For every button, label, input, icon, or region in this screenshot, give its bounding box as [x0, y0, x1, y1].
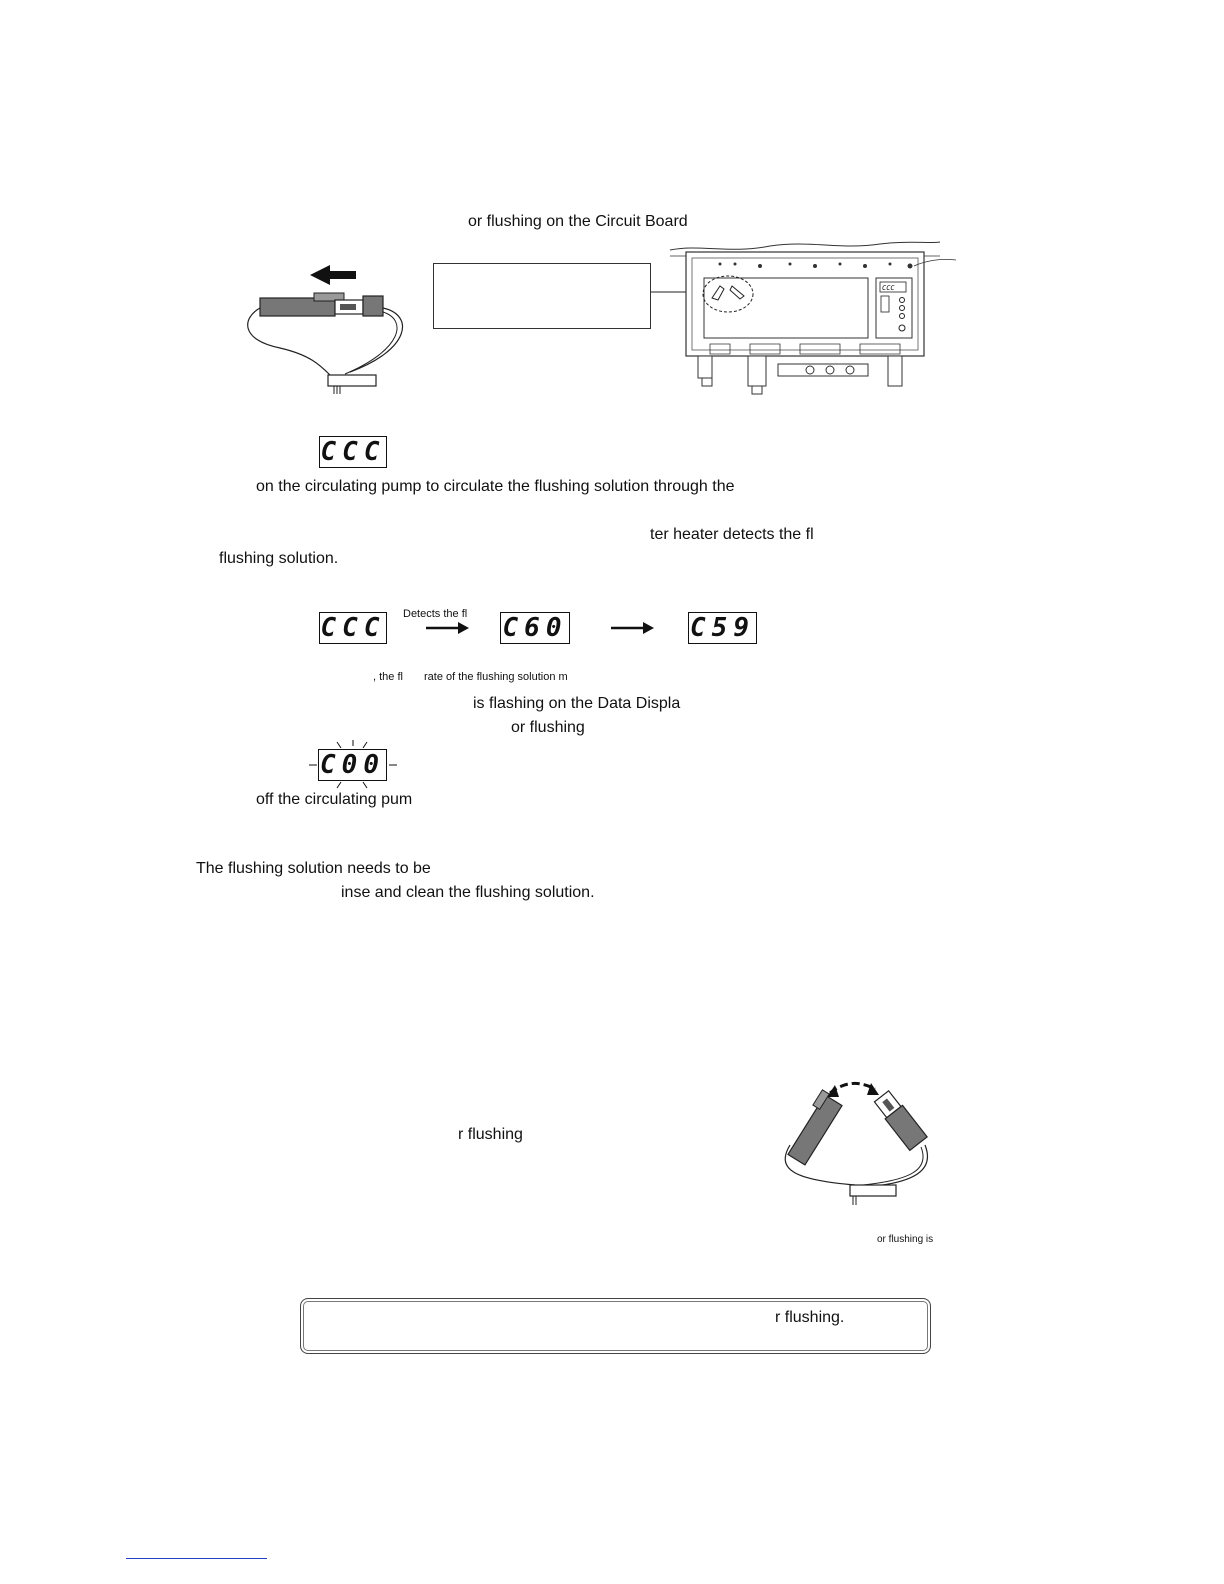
- sequence-arrow-1: [426, 621, 470, 635]
- step1-heading: or flushing on the Circuit Board: [468, 213, 688, 230]
- display-c00: C00: [318, 749, 387, 781]
- step2-line2: ter heater detects the fl: [650, 526, 814, 543]
- sequence-arrow-label: Detects the fl: [403, 608, 468, 620]
- step3-line1: is flashing on the Data Displa: [473, 695, 681, 712]
- display-ccc: CCC: [320, 437, 386, 467]
- step2-line3: flushing solution.: [219, 550, 339, 567]
- note-callout: [300, 1298, 931, 1354]
- sequence-display-3: C59: [688, 612, 757, 644]
- step5-caption: or flushing is: [877, 1234, 934, 1245]
- step3-line3: off the circulating pum: [256, 791, 413, 808]
- sequence-caption-b: rate of the flushing solution m: [424, 671, 568, 683]
- svg-text:CCC: CCC: [882, 284, 895, 292]
- step3-line2: or flushing: [511, 719, 585, 736]
- sequence-display-1: CCC: [320, 613, 386, 643]
- info-box: [433, 263, 651, 329]
- footer-link-underline[interactable]: [126, 1558, 267, 1559]
- step4-line2: inse and clean the flushing solution.: [341, 884, 595, 901]
- connector-reconnect-illustration: [775, 1075, 945, 1210]
- sequence-arrow-2: [611, 621, 655, 635]
- sequence-display-2: C60: [500, 612, 570, 644]
- connector-disconnect-illustration: [240, 260, 420, 400]
- step4-line1: The flushing solution needs to be: [196, 860, 431, 877]
- circuit-board-illustration: [640, 236, 960, 401]
- sequence-caption-a: , the fl: [373, 671, 403, 683]
- step2-line1: on the circulating pump to circulate the flushing solution through the: [256, 478, 735, 495]
- step5-line1: r flushing: [458, 1126, 523, 1143]
- note-text: r flushing.: [775, 1309, 845, 1326]
